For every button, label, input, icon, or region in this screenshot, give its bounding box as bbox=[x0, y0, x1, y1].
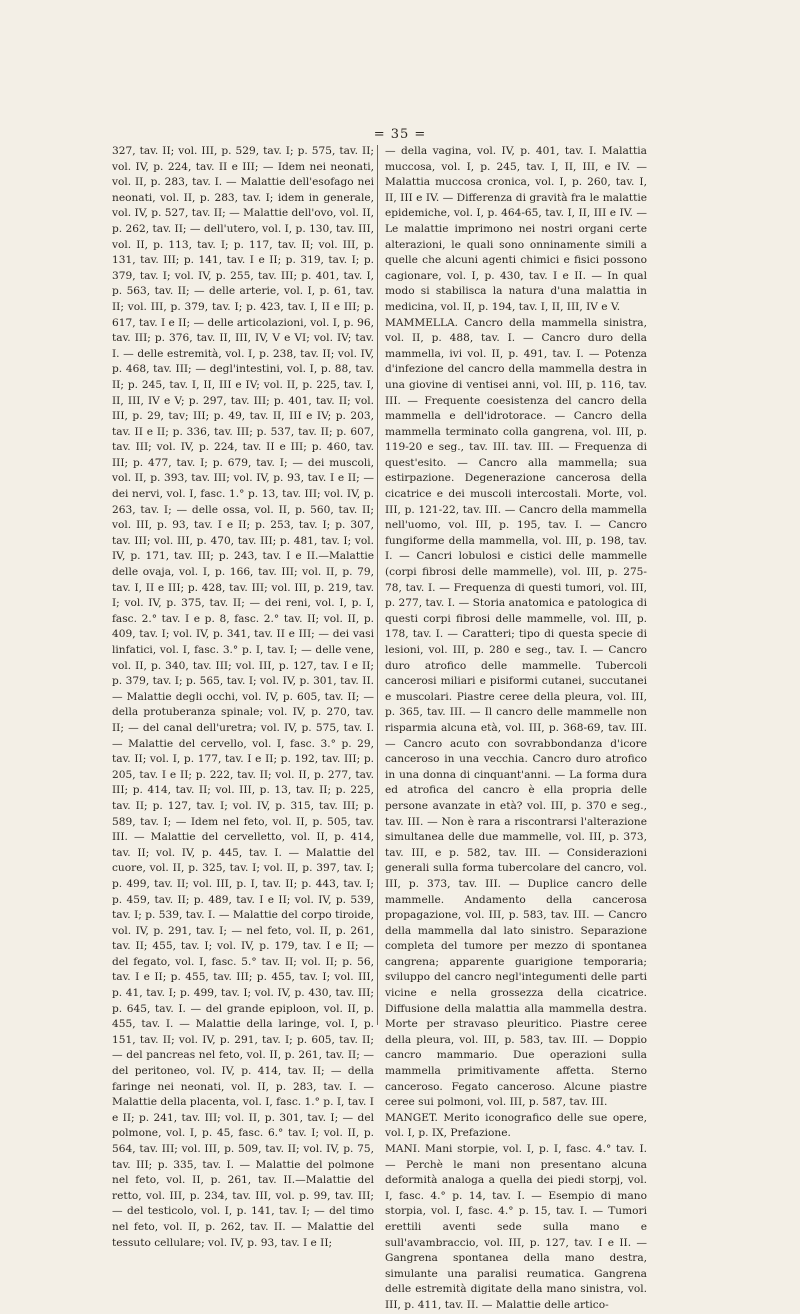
left-column bbox=[112, 144, 374, 1251]
index-entry-mani: MANI. Mani storpie, vol. I, p. I, fasc. 4.° tav. I. — Perchè le mani non presentano alcuna deformità analoga a quella dei piedi storpj, vol. I, fasc. 4.° p. 14, tav. I. — Esempio di mano storpia, vol. I, fasc. 4.° p. 15, tav. I. — Tumori erettili aventi sede sulla mano e sull'avambraccio, vol. III, p. 127, tav. I e II. — Gangrena spontanea della mano destra, simulante una paralisi reumatica. Gangrena delle estremità digitate della mano sinistra, vol. III, p. 411, tav. II. — Malattie delle artico- bbox=[385, 1143, 647, 1311]
column-divider bbox=[377, 145, 378, 1025]
page-number: = 35 = bbox=[373, 127, 427, 142]
index-entry-continued: 327, tav. II; vol. III, p. 529, tav. I; p. 575, tav. II; vol. IV, p. 224, tav. II e III; — Idem nei neonati, vol. II, p. 283, tav. I. — Malattie dell'esofago nei neonati, vol. II, p. 283, tav. I; idem in generale, vol. IV, p. 527, tav. II; — Malattie dell'ovo, vol. II, p. 262, tav. II; — dell'utero, vol. I, p. 130, tav. III, vol. II, p. 113, tav. I; p. 117, tav. II; vol. III, p. 131, tav. III; p. 141, tav. I e II; p. 319, tav. I; p. 379, tav. I; vol. IV, p. 255, tav. III; p. 401, tav. I, p. 563, tav. II; — delle arterie, vol. I, p. 61, tav. II; vol. III, p. 379, tav. I; p. 423, tav. I, II e III; p. 617, tav. I e II; — delle articolazioni, vol. I, p. 96, tav. III; p. 376, tav. II, III, IV, V e VI; vol. IV; tav. I. — delle estremità, vol. I, p. 238, tav. II; vol. IV, p. 468, tav. III; — degl'intestini, vol. I, p. 88, tav. II; p. 245, tav. I, II, III e IV; vol. II, p. 225, tav. I, II, III, IV e V; p. 297, tav. III; p. 401, tav. II; vol. III, p. 29, tav; III; p. 49, tav. II, III e IV; p. 203, tav. II e II; p. 336, tav. III; p. 537, tav. II; p. 607, tav. III; vol. IV, p. 224, tav. II e III; p. 460, tav. III; p. 477, tav. I; p. 679, tav. I; — dei muscoli, vol. II, p. 393, tav. III; vol. IV, p. 93, tav. I e II; — dei nervi, vol. I, fasc. 1.° p. 13, tav. III; vol. IV, p. 263, tav. I; — delle ossa, vol. II, p. 560, tav. II; vol. III, p. 93, tav. I e II; p. 253, tav. I; p. 307, tav. III; vol. III, p. 470, tav. III; p. 481, tav. I; vol. IV, p. 171, tav. III; p. 243, tav. I e II.—Malattie delle ovaja, vol. I, p. 166, tav. III; vol. II, p. 79, tav. I, II e III; p. 428, tav. III; vol. III, p. 219, tav. I; vol. IV, p. 375, tav. II; — dei reni, vol. I, p. I, fasc. 2.° tav. I e p. 8, fasc. 2.° tav. II; vol. II, p. 409, tav. I; vol. IV, p. 341, tav. II e III; — dei vasi linfatici, vol. I, fasc. 3.° p. I, tav. I; — delle vene, vol. II, p. 340, tav. III; vol. III, p. 127, tav. I e II; p. 379, tav. I; p. 565, tav. I; vol. IV, p. 301, tav. II. — Malattie degli occhi, vol. IV, p. 605, tav. II; — della protuberanza spinale; vol. IV, p. 270, tav. II; — del canal dell'uretra; vol. IV, p. 575, tav. I. — Malattie del cervello, vol. I, fasc. 3.° p. 29, tav. II; vol. I, p. 177, tav. I e II; p. 192, tav. III; p. 205, tav. I e II; p. 222, tav. II; vol. II, p. 277, tav. III; p. 414, tav. II; vol. III, p. 13, tav. II; p. 225, tav. II; p. 127, tav. I; vol. IV, p. 315, tav. III; p. 589, tav. I; — Idem nel feto, vol. II, p. 505, tav. III. — Malattie del cervelletto, vol. II, p. 414, tav. II; vol. IV, p. 445, tav. I. — Malattie del cuore, vol. II, p. 325, tav. I; vol. II, p. 397, tav. I; p. 499, tav. II; vol. III, p. I, tav. II; p. 443, tav. I; p. 459, tav. II; p. 489, tav. I e II; vol. IV, p. 539, tav. I; p. 539, tav. I. — Malattie del corpo tiroide, vol. IV, p. 291, tav. I; — nel feto, vol. II, p. 261, tav. II; 455, tav. I; vol. IV, p. 179, tav. I e II; — del fegato, vol. I, fasc. 5.° tav. II; vol. II; p. 56, tav. I e II; p. 455, tav. III; p. 455, tav. I; vol. III, p. 41, tav. I; p. 499, tav. I; vol. IV, p. 430, tav. III; p. 645, tav. I. — del grande epiploon, vol. II, p. 455, tav. I. — Malattie della laringe, vol. I, p. 151, tav. II; vol. IV, p. 291, tav. I; p. 605, tav. II; — del pancreas nel feto, vol. II, p. 261, tav. II; — del peritoneo, vol. IV, p. 414, tav. II; — della faringe nei neonati, vol. II, p. 283, tav. I. — Malattie della placenta, vol. I, fasc. 1.° p. I, tav. I e II; p. 241, tav. III; vol. II, p. 301, tav. I; — del polmone, vol. I, p. 45, fasc. 6.° tav. I; vol. II, p. 564, tav. III; vol. III, p. 509, tav. II; vol. IV, p. 75, tav. III; p. 335, tav. I. — Malattie del polmone nel feto, vol. II, p. 261, tav. II.—Malattie del retto, vol. III, p. 234, tav. III, vol. p. 99, tav. III; — del testicolo, vol. I, p. 141, tav. I; — del timo nel feto, vol. II, p. 262, tav. II. — Malattie del tessuto cellulare; vol. IV, p. 93, tav. I e II; bbox=[112, 145, 375, 1249]
index-entry-mammella: MAMMELLA. Cancro della mammella sinistra, vol. II, p. 488, tav. I. — Cancro duro della mammella, ivi vol. II, p. 491, tav. I. — Potenza d'infezione del cancro della mammella destra in una giovine di ventisei anni, vol. III, p. 116, tav. III. — Frequente coesistenza del cancro della mammella e dell'idrotorace. — Cancro della mammella terminato colla gangrena, vol. III, p. 119-20 e seg., tav. III. tav. III. — Frequenza di quest'esito. — Cancro alla mammella; sua estirpazione. Degenerazione cancerosa della cicatrice e dei muscoli intercostali. Morte, vol. III, p. 121-22, tav. III. — Cancro della mammella nell'uomo, vol. III, p. 195, tav. I. — Cancro fungiforme della mammella, vol. III, p. 198, tav. I. — Cancri lobulosi e cistici delle mammelle (corpi fibrosi delle mammelle), vol. III, p. 275-78, tav. I. — Frequenza di questi tumori, vol. III, p. 277, tav. I. — Storia anatomica e patologica di questi corpi fibrosi delle mammelle, vol. III, p. 178, tav. I. — Caratteri; tipo di questa specie di lesioni, vol. III, p. 280 e seg., tav. I. — Cancro duro atrofico delle mammelle. Tubercoli cancerosi miliari e pisiformi cutanei, succutanei e muscolari. Piastre ceree della pleura, vol. III, p. 365, tav. III. — Il cancro delle mammelle non risparmia alcuna età, vol. III, p. 368-69, tav. III. — Cancro acuto con sovrabbondanza d'icore canceroso in una vecchia. Cancro duro atrofico in una donna di cinquant'anni. — La forma dura ed atrofica del cancro è ella propria delle persone avanzate in età? vol. III, p. 370 e seg., tav. III. — Non è rara a riscontrarsi l'alterazione simultanea delle due mammelle, vol. III, p. 373, tav. III, e p. 582, tav. III. — Considerazioni generali sulla forma tubercolare del cancro, vol. III, p. 373, tav. III. — Duplice cancro delle mammelle. Andamento della cancerosa propagazione, vol. III, p. 583, tav. III. — Cancro della mammella dal lato sinistro. Separazione completa del tumore per mezzo di spontanea cangrena; apparente guarigione temporaria; sviluppo del cancro negl'integumenti delle parti vicine e nella grossezza della cicatrice. Diffusione della malattia alla mammella destra. Morte per stravaso pleuritico. Piastre ceree della pleura, vol. III, p. 583, tav. III. — Doppio cancro mammario. Due operazioni sulla mammella primitivamente affetta. Sterno canceroso. Fegato canceroso. Alcune piastre ceree sui polmoni, vol. III, p. 587, tav. III. bbox=[385, 316, 647, 1109]
right-column bbox=[385, 144, 647, 1314]
index-entry-manget: MANGET. Merito iconografico delle sue opere, vol. I, p. IX, Prefazione. bbox=[385, 1111, 647, 1140]
index-entry-continued: — della vagina, vol. IV, p. 401, tav. I. Malattia muccosa, vol. I, p. 245, tav. I, II, III, e IV. — Malattia muccosa cronica, vol. I, p. 260, tav. I, II, III e IV. — Differenza di gravità fra le malattie epidemiche, vol. I, p. 464-65, tav. I, II, III e IV. — Le malattie imprimono nei nostri organi certe alterazioni, le quali sono onninamente simili a quelle che alcuni agenti chimici e fisici possono cagionare, vol. I, p. 430, tav. I e II. — In qual modo si stabilisca la natura d'una malattia in medicina, vol. II, p. 194, tav. I, II, III, IV e V. bbox=[385, 145, 647, 313]
